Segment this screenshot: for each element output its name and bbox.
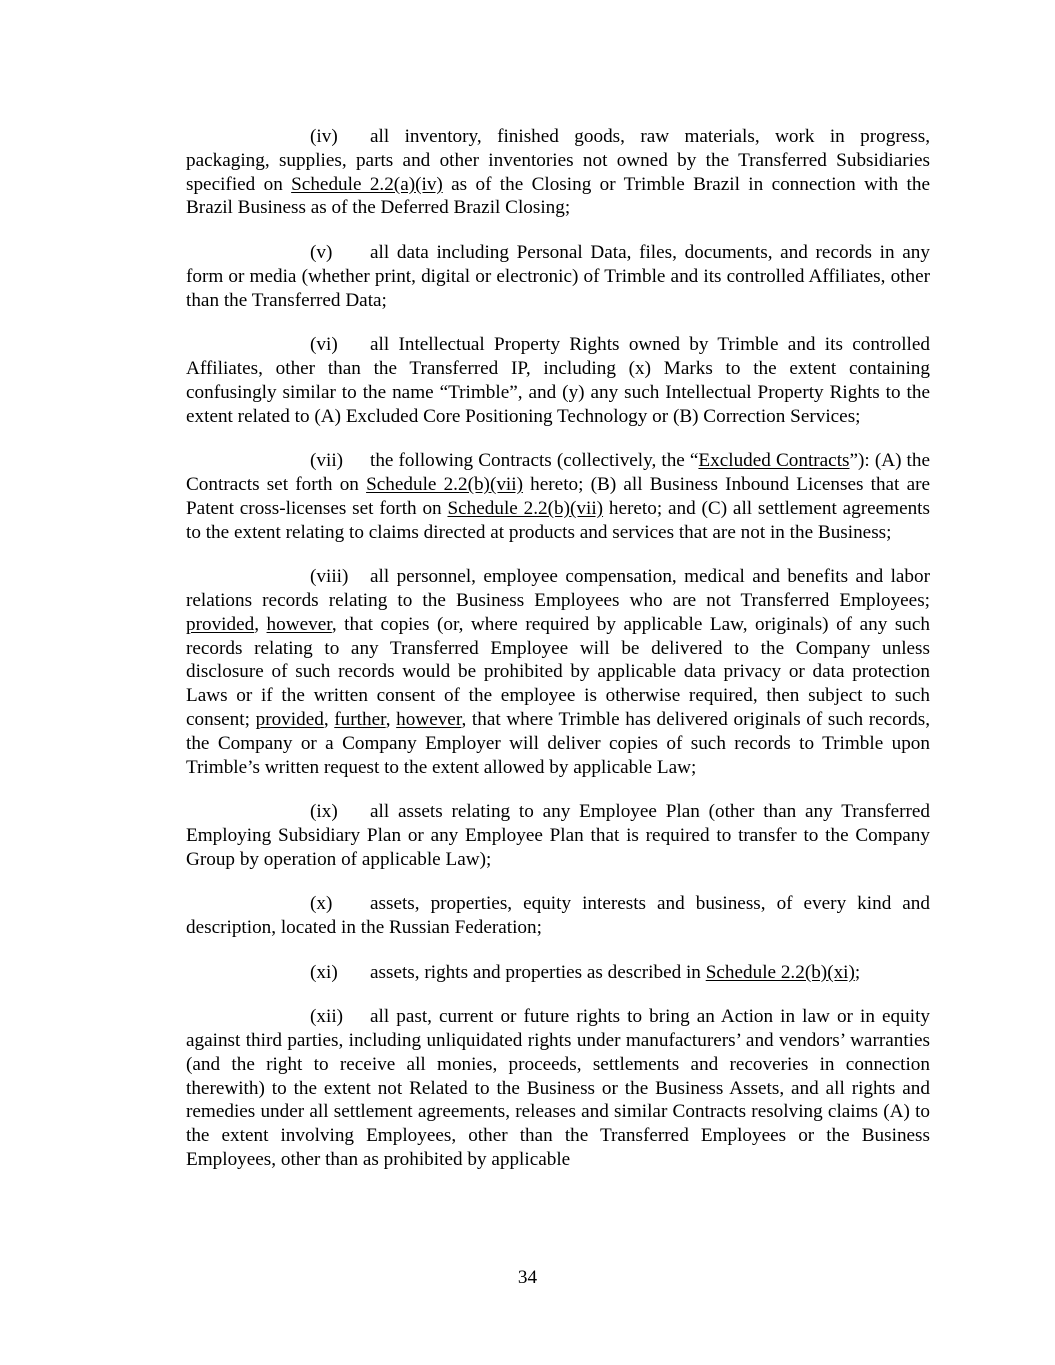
clause-text: hereto; and (C) all settlement agreements to the extent relating to claims directed at products and services that are not in the Business; [186, 497, 930, 543]
schedule-reference: Schedule 2.2(b)(xi) [705, 961, 855, 983]
clause-text: all Intellectual Property Rights owned by Trimble and its controlled Affiliates, other than the Transferred IP, including (x) Marks to the extent containing confusingly similar to the name “Trimble”, and (y) any such Intellectual Property Rights to the extent related to (A) Excluded Core Positioning Technology or (B) Correction Services; [186, 334, 930, 427]
clause-vi [186, 333, 930, 428]
clause-text: all personnel, employee compensation, medical and benefits and labor relations records relating to the Business Employees who are not Transferred Employees; [186, 566, 930, 611]
clause-number: (vi) [310, 334, 338, 356]
proviso-term: however [396, 708, 462, 730]
clause-x [186, 892, 930, 940]
clause-text: hereto; (B) all Business Inbound Licenses that are Patent cross-licenses set forth on [186, 473, 930, 519]
clause-text: ; [854, 961, 861, 983]
clause-number: (vii) [310, 450, 344, 472]
clause-number: (xii) [310, 1006, 344, 1028]
clause-number: (x) [310, 893, 333, 915]
clause-text: ”): (A) the Contracts set forth on [186, 450, 930, 495]
clause-number: (viii) [310, 566, 349, 588]
clause-text: assets, properties, equity interests and business, of every kind and description, located in the Russian Federation; [186, 893, 930, 939]
proviso-term: further [334, 708, 386, 730]
clause-number: (xi) [310, 961, 338, 983]
clause-text: assets, rights and properties as described in [370, 961, 706, 983]
proviso-term: provided [255, 708, 324, 730]
clause-text: , that where Trimble has delivered originals of such records, the Company or a Company Employer will deliver copies of such records to Trimble upon Trimble’s written request to the extent allowed by applicable Law; [186, 708, 931, 778]
defined-term: Excluded Contracts [698, 450, 850, 472]
schedule-reference: Schedule 2.2(a)(iv) [291, 173, 443, 195]
proviso-term: provided [186, 613, 255, 635]
page-number: 34 [517, 1267, 538, 1288]
clause-text: the following Contracts (collectively, the “ [370, 450, 699, 472]
clause-text: all assets relating to any Employee Plan (other than any Transferred Employing Subsidiary Plan or any Employee Plan that is required to transfer to the Company Group by operation of applicable Law); [186, 801, 930, 870]
clause-text: , [385, 708, 397, 730]
clause-number: (ix) [310, 801, 338, 823]
clause-text: as of the Closing or Trimble Brazil in connection with the Brazil Business as of the Deferred Brazil Closing; [186, 173, 930, 219]
clause-text: , that copies (or, where required by applicable Law, originals) of any such records relating to any Transferred Employee will be delivered to the Company unless disclosure of such records would be prohibited by applicable data privacy or data protection Laws or if the written consent of the employee is otherwise required, then subject to such consent; [186, 613, 930, 730]
document-body [186, 125, 930, 1193]
clause-ix [186, 800, 930, 871]
schedule-reference: Schedule 2.2(b)(vii) [447, 497, 604, 519]
clause-viii [186, 565, 930, 779]
clause-text: all data including Personal Data, files, documents, and records in any form or media (whether print, digital or electronic) of Trimble and its controlled Affiliates, other than the Transferred Data; [186, 241, 930, 311]
clause-xii [186, 1005, 930, 1172]
proviso-term: however [266, 613, 332, 635]
clause-iv [186, 125, 930, 220]
clause-xi [186, 961, 930, 985]
clause-number: (v) [310, 241, 333, 263]
clause-number: (iv) [310, 126, 338, 147]
clause-text: , [323, 708, 335, 730]
schedule-reference: Schedule 2.2(b)(vii) [366, 473, 523, 495]
clause-text: all past, current or future rights to bring an Action in law or in equity against third parties, including unliquidated rights under manufacturers’ and vendors’ warranties (and the right to receive all monies, proceeds, settlements and recoveries in connection therewith) to the extent not Related to the Business or the Business Assets, and all rights and remedies under all settlement agreements, releases and similar Contracts resolving claims (A) to the extent involving Employees, other than the Transferred Employees or the Business Employees, other than as prohibited by applicable [186, 1006, 930, 1171]
clause-text: all inventory, finished goods, raw materials, work in progress, packaging, supplies, parts and other inventories not owned by the Transferred Subsidiaries specified on [186, 126, 930, 195]
clause-text: , [254, 613, 267, 635]
clause-vii [186, 449, 930, 544]
clause-v [186, 241, 930, 312]
